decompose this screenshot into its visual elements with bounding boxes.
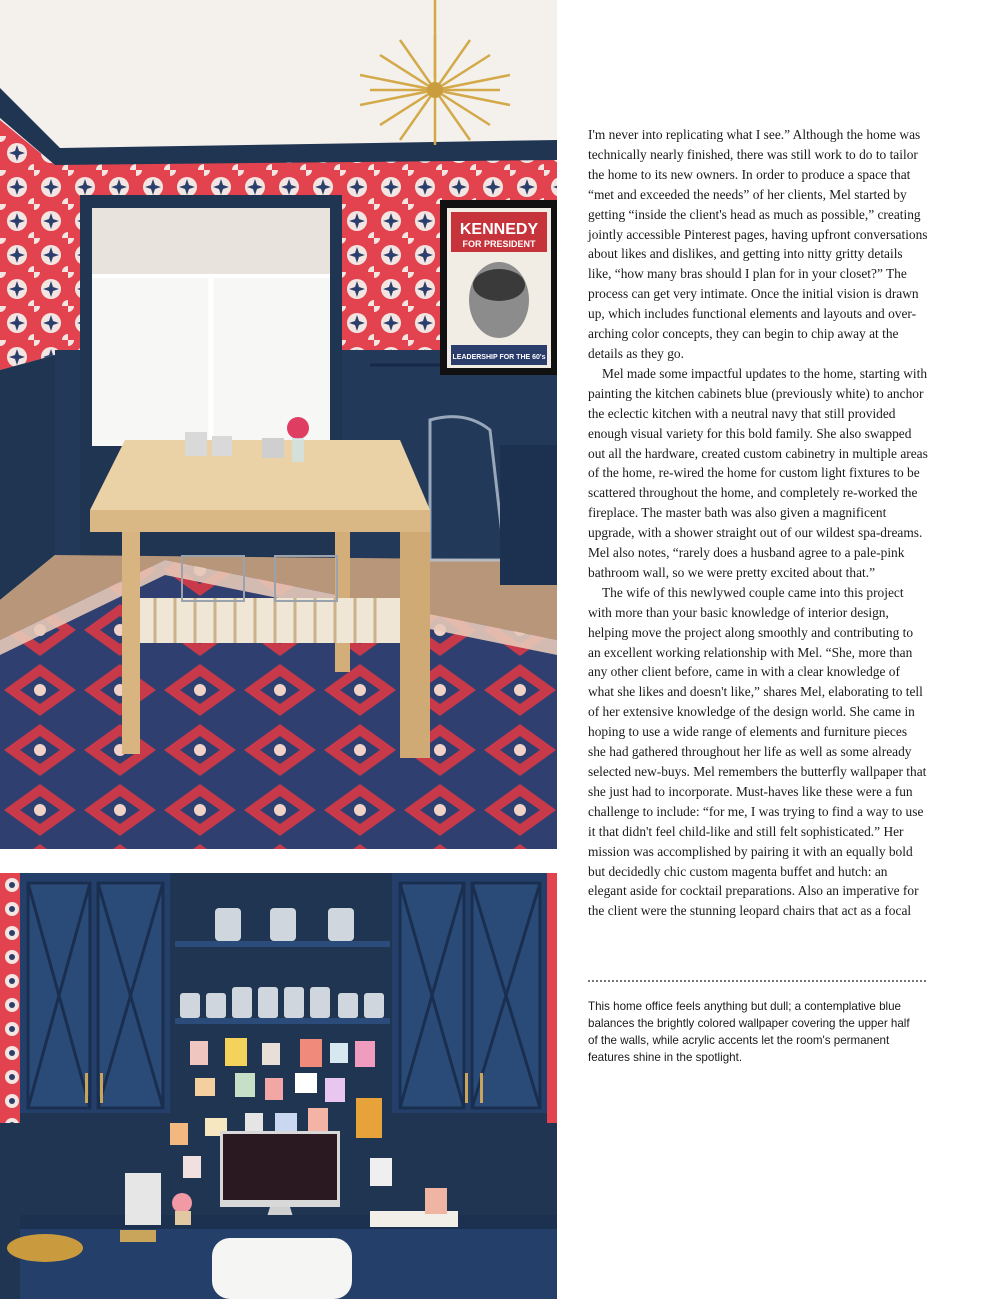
caption-divider (588, 980, 926, 982)
article-paragraph: Mel made some impactful updates to the home, starting with painting the kitchen cabinets blue (previously white) to anchor the eclectic kitchen with a neutral navy that still provided enough visual variety for this bold family. She also swapped out all the hardware, created custom cabinetry in multiple areas of the home, re-wired the home for custom light fixtures to be scattered throughout the home, and completely re-worked the fireplace. The master bath was also given a magnificent upgrade, with a shower straight out of our wildest spa-dreams. Mel also notes, “rarely does a husband agree to a pale-pink bathroom wall, so we were pretty excited about that.” (588, 365, 928, 580)
article-paragraph: I'm never into replicating what I see.” Although the home was technically nearly finished, there was still work to do to tailor the home to its new owners. In order to produce a space that “met and exceeded the needs” of her clients, Mel started by getting “inside the client's head as much as possible,” creating jointly accessible Pinterest pages, having upfront conversations about likes and dislikes, and getting into nitty gritty details like, “how many bras should I plan for in your closet?” The process can get very intimate. Once the initial vision is drawn up, which includes functional elements and layouts and over-arching color concepts, they can begin to chip away at the details as they go. (588, 127, 928, 361)
poster-footer: LEADERSHIP FOR THE 60's (452, 354, 546, 361)
poster-headline: KENNEDY (459, 221, 539, 238)
photo-caption: This home office feels anything but dull; a contemplative blue balances the brightly colored wallpaper covering the upper half of the walls, while acrylic accents let the room's permanent features shine in the spotlight. (588, 1000, 910, 1064)
poster-subhead: FOR PRESIDENT (462, 239, 536, 249)
article-body (588, 125, 928, 921)
photo-built-in-desk (0, 873, 557, 1299)
photo-home-office-room (0, 0, 557, 849)
article-paragraph: The wife of this newlywed couple came into this project with more than your basic knowledge of interior design, helping move the project along smoothly and contributing to an excellent working relationship with Mel. “She, more than any other client before, came in with a clear knowledge of what she likes and doesn't like,” shares Mel, elaborating to tell of her extensive knowledge of the design world. She came in hoping to use a wide range of elements and furniture pieces she had gathered throughout her life as well as some already selected new-buys. Mel remembers the butterfly wallpaper that she just had to incorporate. Must-haves like these were a fun challenge to include: “for me, I was trying to find a way to use it that didn't feel child-like and still felt sophisticated.” Her mission was accomplished by pairing it with an equally bold but decidedly chic custom magenta buffet and hutch: an elegant aside for cocktail preparations. Also an imperative for the client were the stunning leopard chairs that act as a focal (588, 584, 927, 919)
